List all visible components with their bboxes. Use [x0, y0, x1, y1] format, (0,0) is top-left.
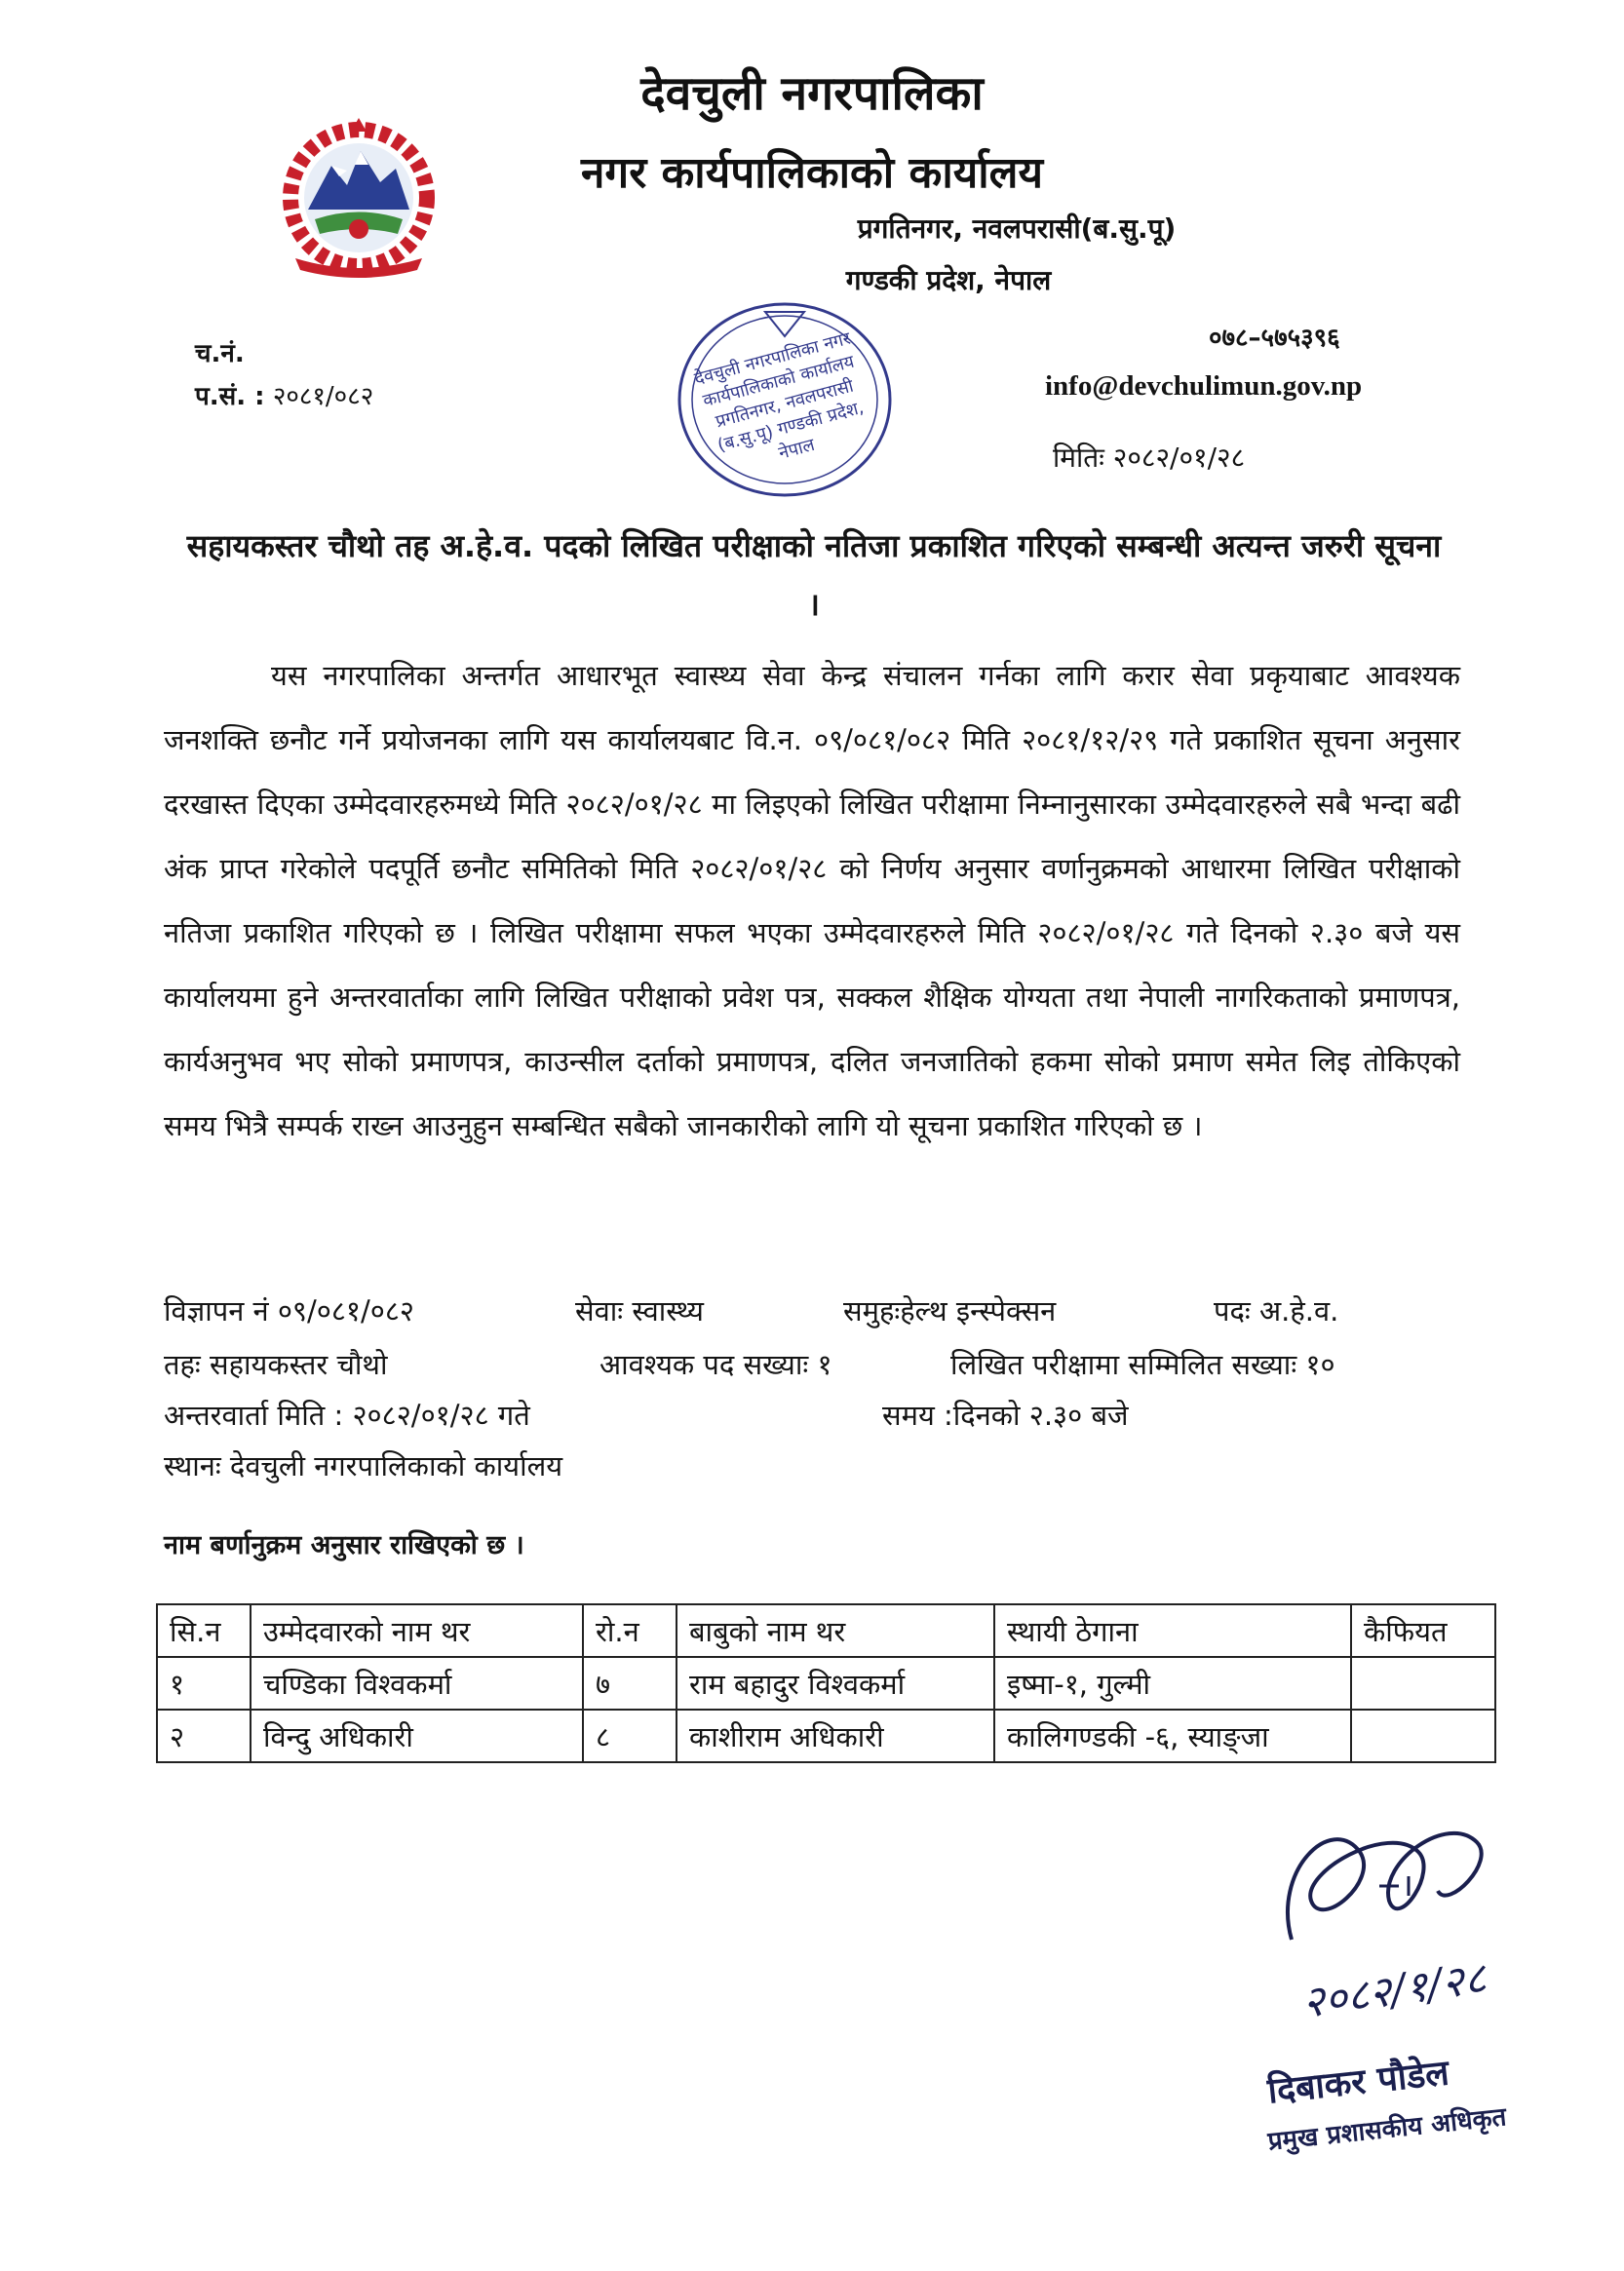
notice-subject: सहायकस्तर चौथो तह अ.हे.व. पदको लिखित परीक्षाको नतिजा प्रकाशित गरिएको सम्बन्धी अत्यन्त जरुरी सूचना ।	[186, 527, 1442, 623]
col-header-address: स्थायी ठेगाना	[994, 1604, 1351, 1657]
ps-label: प.सं. :	[195, 382, 265, 411]
required-posts: आवश्यक पद सख्याः १	[599, 1348, 832, 1381]
interview-date: अन्तरवार्ता मिति : २०८२/०१/२८ गते	[164, 1399, 530, 1432]
date-value: २०८२/०१/२८	[1112, 442, 1246, 474]
ch-no-label: च.नं.	[195, 339, 245, 368]
table-row	[157, 1657, 1495, 1710]
signature-date: २०८२/१/२८	[1298, 1953, 1489, 2028]
cell-roll: ८	[583, 1710, 677, 1762]
notice-body-paragraph: यस नगरपालिका अन्तर्गत आधारभूत स्वास्थ्य सेवा केन्द्र संचालन गर्नका लागि करार सेवा प्रकृयाबाट आवश्यक जनशक्ति छनौट गर्ने प्रयोजनका लागि यस कार्यालयबाट वि.न. ०९/०८१/०८२ मिति २०८१/१२/२९ गते प्रकाशित सूचना अनुसार दरखास्त दिएका उम्मेदवारहरुमध्ये मिति २०८२/०१/२८ मा लिइएको लिखित परीक्षामा निम्नानुसारका उम्मेदवारहरुले सबै भन्दा बढी अंक प्राप्त गरेकोले पदपूर्ति छनौट समितिको मिति २०८२/०१/२८ को निर्णय अनुसार वर्णानुक्रमको आधारमा लिखित परीक्षाको नतिजा प्रकाशित गरिएको छ । लिखित परीक्षामा सफल भएका उम्मेदवारहरुले मिति २०८२/०१/२८ गते दिनको २.३० बजे यस कार्यालयमा हुने अन्तरवार्ताका लागि लिखित परीक्षाको प्रवेश पत्र, सक्कल शैक्षिक योग्यता तथा नेपाली नागरिकताको प्रमाणपत्र, कार्यअनुभव भए सोको प्रमाणपत्र, काउन्सील दर्ताको प्रमाणपत्र, दलित जनजातिको हकमा सोको प्रमाण समेत लिइ तोकिएको समय भित्रै सम्पर्क राख्न आउनुहुन सम्बन्धित सबैको जानकारीको लागि यो सूचना प्रकाशित गरिएको छ ।	[164, 659, 1461, 1142]
office-seal	[673, 297, 897, 502]
seal-text: देवचुली नगरपालिका नगर कार्यपालिकाको कार्यालय प्रगतिनगर, नवलपरासी (ब.सु.पू) गण्डकी प्रदेश, नेपाल	[692, 327, 867, 464]
post: पदः अ.हे.व.	[1214, 1294, 1339, 1328]
cell-address: इष्मा-१, गुल्मी	[994, 1657, 1351, 1710]
cell-address: कालिगण्डकी -६, स्याङ्जा	[994, 1710, 1351, 1762]
service: सेवाः स्वास्थ्य	[575, 1294, 704, 1328]
org-name: देवचुली नगरपालिका	[640, 66, 984, 121]
ad-number: विज्ञापन नं ०९/०८१/०८२	[164, 1294, 415, 1328]
signatory-name: दिबाकर पौडेल	[1265, 2053, 1451, 2112]
group: समुहःहेल्थ इन्स्पेक्सन	[843, 1294, 1057, 1328]
notice-body	[164, 643, 1460, 1158]
appeared-count: लिखित परीक्षामा सम्मिलित सख्याः १०	[950, 1348, 1335, 1381]
candidates-table	[156, 1603, 1496, 1763]
col-header-name: उम्मेदवारको नाम थर	[251, 1604, 583, 1657]
cell-name: विन्दु अधिकारी	[251, 1710, 583, 1762]
ps-number	[195, 377, 373, 412]
email-address: info@devchulimun.gov.np	[1045, 370, 1363, 402]
date-label: मितिः	[1053, 442, 1104, 474]
col-header-sn: सि.न	[157, 1604, 251, 1657]
venue: स्थानः देवचुली नगरपालिकाको कार्यालय	[164, 1449, 563, 1482]
table-header-row	[157, 1604, 1495, 1657]
signatory-title: प्रमुख प्रशासकीय अधिकृत	[1266, 2102, 1508, 2157]
cell-remarks	[1351, 1710, 1495, 1762]
cell-name: चण्डिका विश्वकर्मा	[251, 1657, 583, 1710]
issue-date	[1053, 439, 1245, 476]
cell-sn: १	[157, 1657, 251, 1710]
level: तहः सहायकस्तर चौथो	[164, 1348, 388, 1381]
cell-roll: ७	[583, 1657, 677, 1710]
signature-scribble-icon	[1253, 1793, 1574, 1969]
address-line-1: प्रगतिनगर, नवलपरासी(ब.सु.पू)	[857, 212, 1177, 245]
cell-sn: २	[157, 1710, 251, 1762]
interview-time: समय :दिनको २.३० बजे	[882, 1399, 1129, 1432]
office-name: नगर कार्यपालिकाको कार्यालय	[581, 148, 1043, 198]
ps-value: २०८१/०८२	[272, 382, 374, 411]
phone-number: ०७८–५७५३९६	[1209, 324, 1340, 353]
col-header-father: बाबुको नाम थर	[677, 1604, 994, 1657]
alphabetical-note: नाम बर्णानुक्रम अनुसार राखिएको छ ।	[164, 1530, 524, 1560]
col-header-roll: रो.न	[583, 1604, 677, 1657]
cell-father: काशीराम अधिकारी	[677, 1710, 994, 1762]
cell-remarks	[1351, 1657, 1495, 1710]
cell-father: राम बहादुर विश्वकर्मा	[677, 1657, 994, 1710]
table-row	[157, 1710, 1495, 1762]
col-header-remarks: कैफियत	[1351, 1604, 1495, 1657]
address-line-2: गण्डकी प्रदेश, नेपाल	[845, 264, 1052, 296]
